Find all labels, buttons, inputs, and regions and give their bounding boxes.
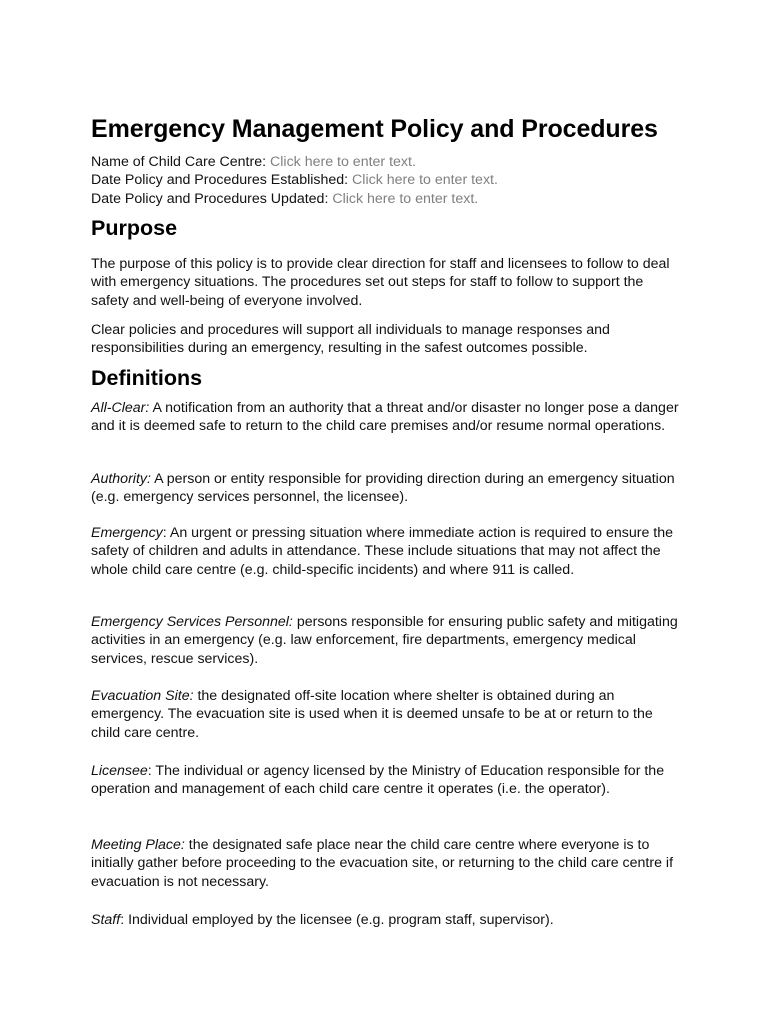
definition-text: A person or entity responsible for providing direction during an emergency situation (e.g. emergency services personnel, the licensee). — [91, 471, 675, 506]
definition-text: A notification from an authority that a threat and/or disaster no longer pose a danger and it is deemed safe to return to the child care premises and/or resume normal operations. — [91, 400, 679, 435]
definition-term: All-Clear: — [91, 400, 150, 416]
definition-staff — [91, 911, 681, 929]
definition-emergency-services-personnel — [91, 613, 681, 668]
definition-licensee — [91, 762, 681, 799]
date-updated-field[interactable]: Click here to enter text. — [332, 190, 479, 207]
definition-authority — [91, 470, 681, 507]
meta-label: Name of Child Care Centre: — [91, 154, 267, 170]
date-established-field[interactable]: Click here to enter text. — [352, 172, 498, 189]
meta-label: Date Policy and Procedures Updated: — [91, 190, 329, 207]
definition-term: Meeting Place: — [91, 837, 185, 853]
purpose-paragraph: The purpose of this policy is to provide clear direction for staff and licensees to follow to deal with emergency situations. The procedures set out steps for staff to follow to support the safety and well-being of everyone involved. — [91, 256, 670, 309]
definition-meeting-place — [91, 836, 681, 891]
meta-label: Date Policy and Procedures Established: — [91, 172, 349, 189]
definition-text: persons responsible for ensuring public safety and mitigating activities in an emergency (e.g. law enforcement, fire departments, emergency medical services, rescue services). — [91, 614, 678, 667]
document-title: Emergency Management Policy and Procedures — [91, 115, 658, 143]
definition-text: : The individual or agency licensed by the Ministry of Education responsible for the operation and management of each child care centre it operates (i.e. the operator). — [91, 763, 665, 798]
definition-text: : An urgent or pressing situation where immediate action is required to ensure the safety of children and adults in attendance. These include situations that may not affect the whole child care centre (e.g. child-specific incidents) and where 911 is called. — [91, 525, 674, 578]
definition-evacuation-site — [91, 687, 681, 742]
definition-term: Authority: — [91, 471, 151, 487]
meta-date-established — [91, 171, 498, 189]
definition-text: : Individual employed by the licensee (e.g. program staff, supervisor). — [120, 912, 554, 928]
definition-text: the designated safe place near the child care centre where everyone is to initially gather before proceeding to the evacuation site, or returning to the child care centre if evacuation is not necessary. — [91, 837, 674, 890]
meta-centre-name — [91, 153, 498, 171]
definition-emergency — [91, 524, 681, 579]
definition-term: Staff — [91, 912, 121, 928]
definition-term: Emergency Services Personnel: — [91, 614, 293, 630]
centre-name-field[interactable]: Click here to enter text. — [270, 154, 416, 170]
definition-term: Evacuation Site: — [91, 688, 194, 704]
definition-text: the designated off-site location where shelter is obtained during an emergency. The evacuation site is used when it is deemed unsafe to be at or return to the child care centre. — [91, 688, 653, 741]
purpose-heading: Purpose — [91, 216, 178, 240]
definition-term: Licensee — [91, 763, 148, 779]
document-meta — [91, 153, 498, 208]
definitions-heading: Definitions — [91, 366, 203, 390]
meta-date-updated — [91, 190, 498, 208]
purpose-paragraph: Clear policies and procedures will support all individuals to manage responses and responsibilities during an emergency, resulting in the safest outcomes possible. — [91, 322, 610, 357]
definition-term: Emergency — [91, 525, 163, 541]
definition-all-clear — [91, 399, 681, 436]
